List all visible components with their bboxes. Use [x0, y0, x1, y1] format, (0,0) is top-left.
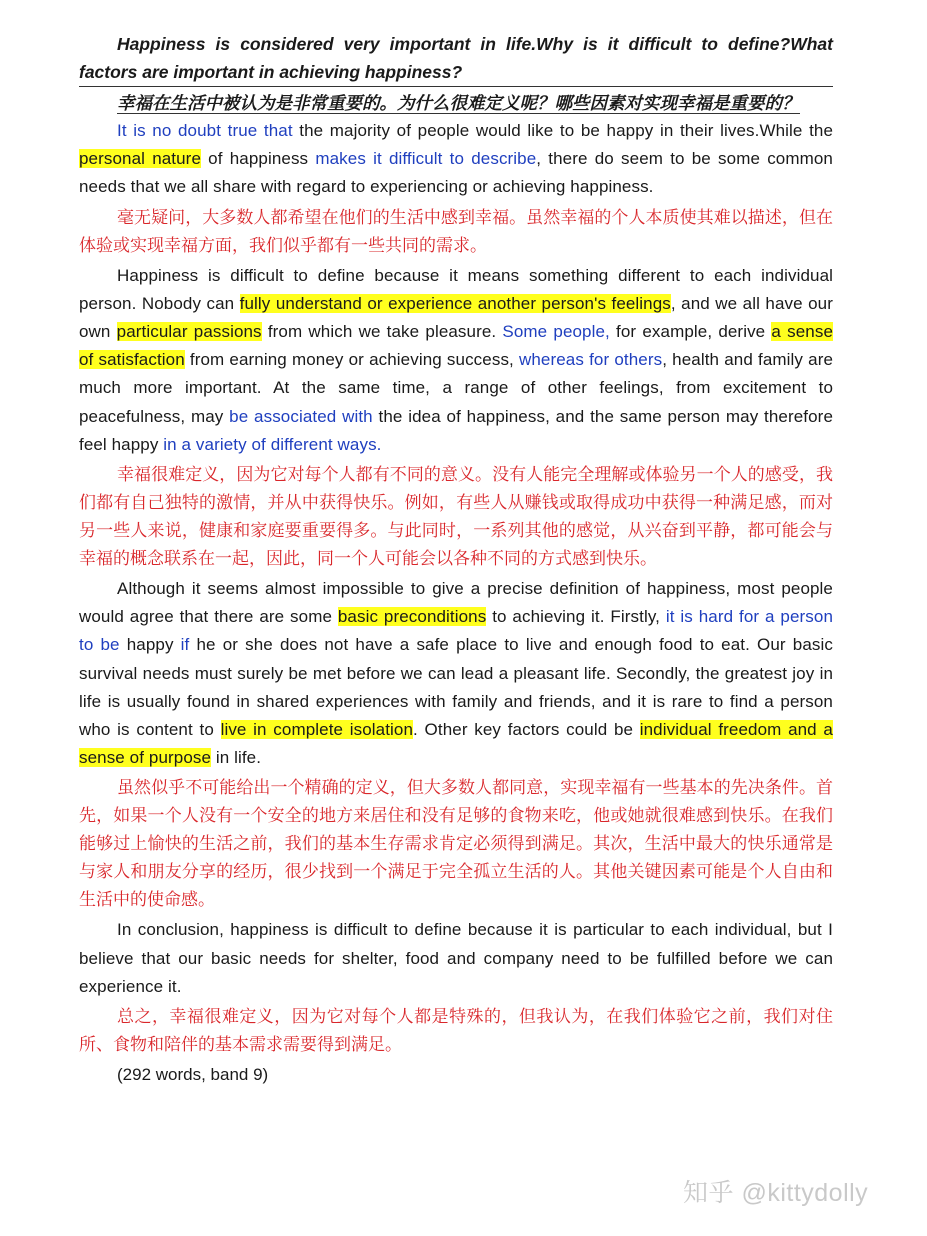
question-english: Happiness is considered very important in life.Why is it difficult to define?What factors are important in achieving happiness?: [79, 30, 833, 87]
text-run: happy: [119, 635, 181, 655]
phrase-blue: It is no doubt true that: [117, 121, 293, 140]
paragraph-3-chinese: 虽然似乎不可能给出一个精确的定义，但大多数人都同意，实现幸福有一些基本的先决条件。首先，如果一个人没有一个安全的地方来居住和没有足够的食物来吃，他或她就很难感到快乐。在我们能够过上愉快的生活之前，我们的基本生存需求肯定必须得到满足。其次，生活中最大的快乐通常是与家人和朋友分享的经历，很少找到一个满足于完全孤立生活的人。其他关键因素可能是个人自由和生活中的使命感。: [79, 778, 833, 910]
text-run: from which we take pleasure.: [261, 322, 503, 342]
text-run: the idea of happiness, and the same person may therefore feel happy: [79, 406, 833, 454]
paragraph-3-english: [79, 575, 833, 772]
phrase-blue: if: [180, 635, 190, 655]
phrase-highlight: basic preconditions: [337, 607, 487, 627]
text-run: to achieving it. Firstly,: [486, 607, 666, 627]
text-run: Although it seems almost impossible to give a precise definition of happiness, most people would agree that there are some: [79, 579, 833, 627]
watermark: 知乎 @kittydolly: [683, 1179, 869, 1207]
paragraph-4-chinese: 总之，幸福很难定义，因为它对每个人都是特殊的，但我认为，在我们体验它之前，我们对住所、食物和陪伴的基本需求需要得到满足。: [79, 1007, 833, 1055]
paragraph-2-english: [79, 262, 833, 459]
text-run: . Other key factors could be: [413, 720, 640, 740]
phrase-blue: in a variety of different ways.: [163, 434, 382, 454]
phrase-blue: it is hard for a person to be: [79, 607, 833, 655]
phrase-highlight: particular passions: [116, 322, 262, 342]
paragraph-2-chinese: 幸福很难定义，因为它对每个人都有不同的意义。没有人能完全理解或体验另一个人的感受，我们都有自己独特的激情，并从中获得快乐。例如，有些人从赚钱或取得成功中获得一种满足感，而对另一些人来说，健康和家庭要重要得多。与此同时，一系列其他的感觉，从兴奋到平静，都可能会与幸福的概念联系在一起，因此，同一个人可能会以各种不同的方式感到快乐。: [79, 465, 833, 569]
essay-page: [79, 30, 833, 1089]
paragraph-1-english: [79, 117, 833, 202]
word-count: (292 words, band 9): [117, 1065, 269, 1085]
phrase-highlight: fully understand or experience another person's feelings: [239, 293, 671, 313]
text-run: the majority of people would like to be happy in their lives.While the: [292, 121, 833, 140]
phrase-highlight: live in complete isolation: [220, 720, 414, 740]
phrase-highlight: a sense of satisfaction: [79, 322, 834, 370]
text-run: , health and family are much more important. At the same time, a range of other feelings, from excitement to peacefulness, may: [79, 350, 834, 426]
text-run: of happiness: [201, 149, 316, 169]
phrase-blue: be associated with: [229, 406, 373, 426]
question-chinese: [79, 89, 833, 117]
phrase-blue: makes it difficult to describe: [315, 149, 537, 169]
text-run: he or she does not have a safe place to live and enough food to eat. Our basic survival needs must surely be met before we can lead a pleasant life. Secondly, the greatest joy in life is usually found in shared experiences with family and friends, and it is rare to find a person who is content to: [79, 635, 833, 740]
question-chinese-text: 幸福在生活中被认为是非常重要的。为什么很难定义呢？哪些因素对实现幸福是重要的？: [117, 93, 800, 113]
phrase-highlight: personal nature: [79, 149, 201, 169]
text-run: , and we all have our own: [79, 293, 834, 342]
text-run: in life.: [211, 748, 262, 768]
paragraph-4-english: In conclusion, happiness is difficult to define because it is particular to each individual, but I believe that our basic needs for shelter, food and company need to be fulfilled before we can experience it.: [79, 920, 833, 996]
phrase-blue: whereas for others: [519, 350, 663, 370]
paragraph-1-chinese: 毫无疑问，大多数人都希望在他们的生活中感到幸福。虽然幸福的个人本质使其难以描述，但在体验或实现幸福方面，我们似乎都有一些共同的需求。: [79, 207, 833, 255]
text-run: for example, derive: [609, 322, 772, 342]
phrase-blue: Some people,: [502, 322, 610, 342]
text-run: Happiness is difficult to define because it means something different to each individual person. Nobody can: [79, 265, 833, 313]
phrase-highlight: individual freedom and a sense of purpose: [79, 720, 833, 768]
text-run: from earning money or achieving success,: [184, 350, 519, 370]
text-run: , there do seem to be some common needs that we all share with regard to experiencing or achieving happiness.: [79, 149, 833, 197]
